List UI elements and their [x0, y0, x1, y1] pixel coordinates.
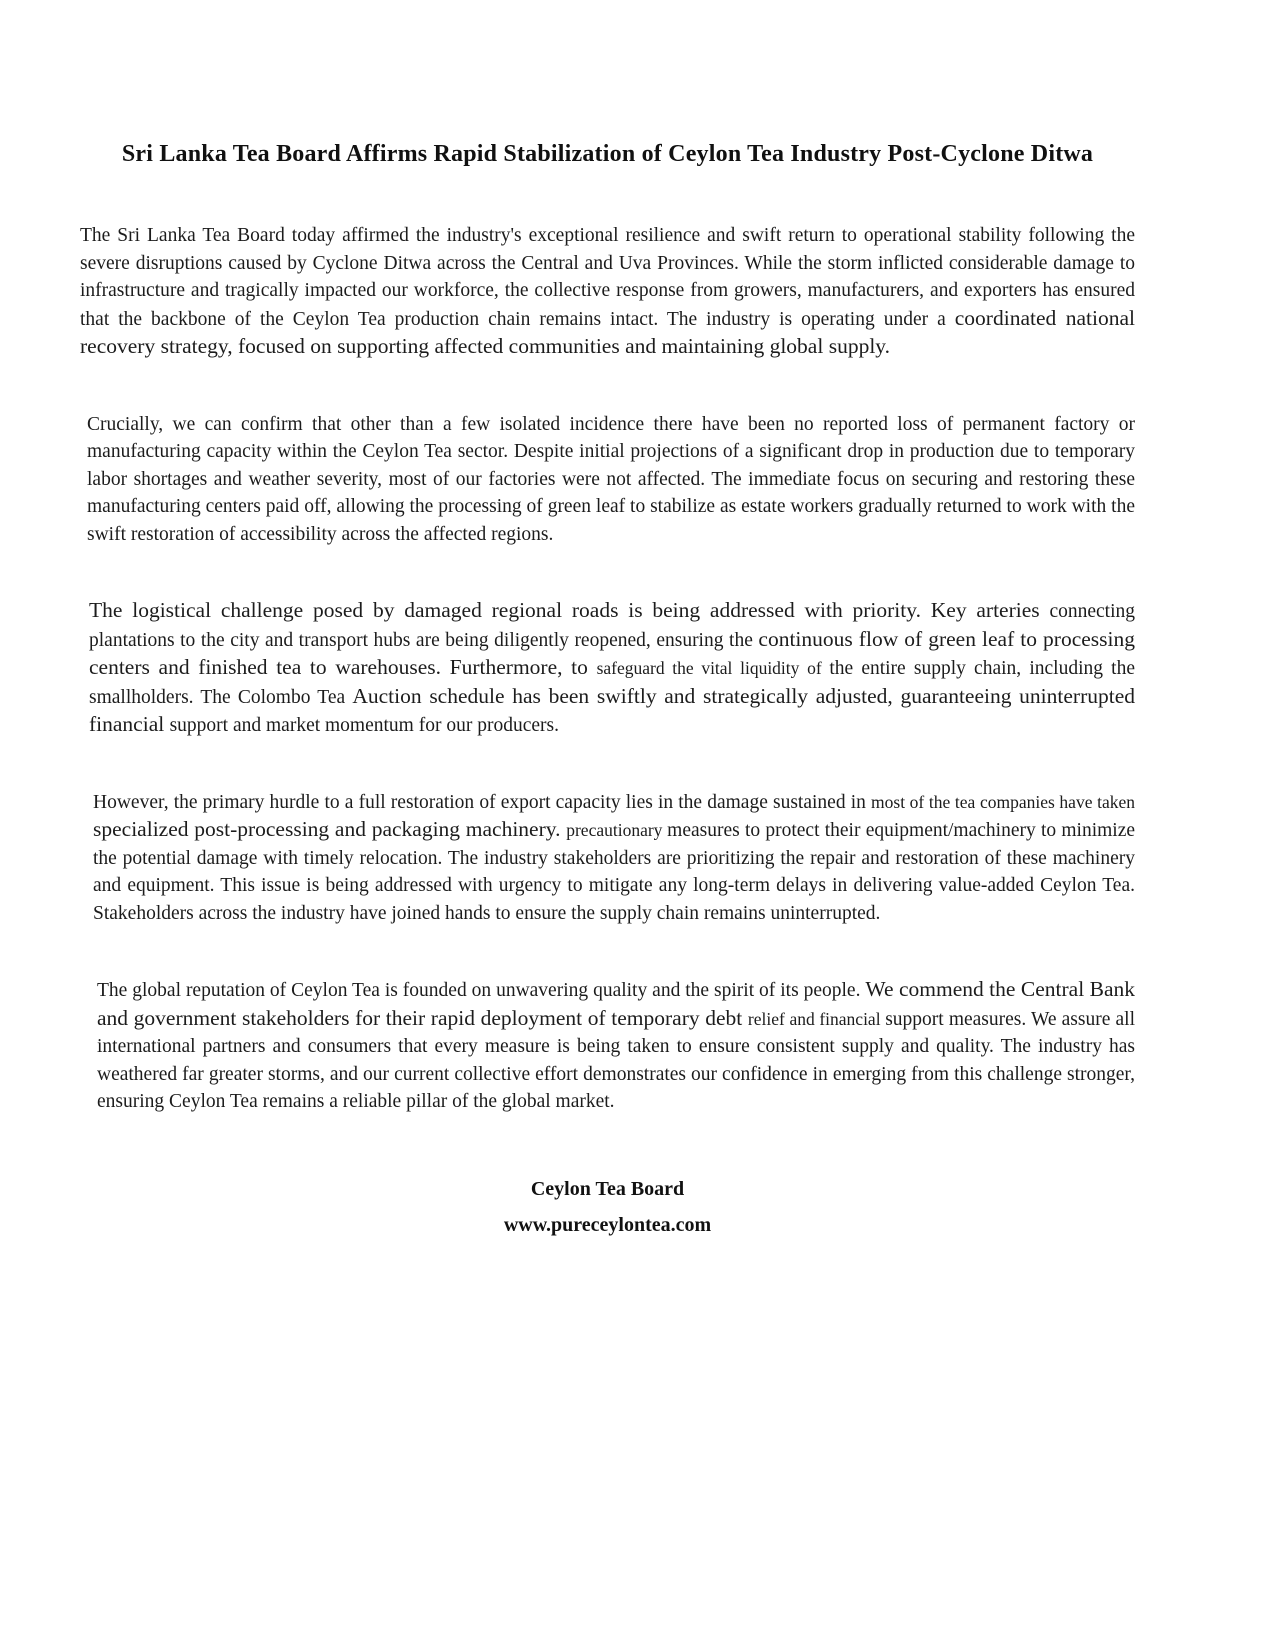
text-segment: specialized post-processing and packaging machinery. — [93, 817, 567, 841]
text-segment: the entire supply chain, including the smallholders. The Colombo Tea — [89, 658, 1135, 708]
signature: Ceylon Tea Board — [530, 1177, 685, 1200]
paragraph-factory-capacity — [80, 411, 1135, 549]
paragraph-logistics — [80, 597, 1135, 740]
text-segment: Auction schedule has been swiftly and strategically adjusted, guaranteeing uninterrupted financial — [89, 683, 1136, 736]
paragraph-resilience-overview — [80, 222, 1135, 362]
text-segment: connecting plantations to the city and transport hubs are being diligently reopened, ensuring the — [89, 601, 1135, 651]
text-segment: coordinated national recovery strategy, focused on supporting affected communities and maintaining global supply. — [80, 305, 1135, 358]
text-segment: The global reputation of Ceylon Tea is founded on unwavering quality and the spirit of its people. — [97, 980, 866, 1001]
website-url: www.pureceylontea.com — [503, 1213, 712, 1236]
text-segment: The logistical challenge posed by damaged regional roads is being addressed with priority. Key arteries — [89, 598, 1050, 622]
document-title: Sri Lanka Tea Board Affirms Rapid Stabilization of Ceylon Tea Industry Post-Cyclone Ditwa — [121, 141, 1094, 167]
text-segment: continuous flow of green leaf to processing centers and finished tea to warehouses. Furthermore, to — [89, 626, 1135, 679]
document-footer — [80, 1178, 1135, 1237]
text-segment: Crucially, we can confirm that other than a few isolated incidence there have been no reported loss of permanent factory or manufacturing capacity within the Ceylon Tea sector. Despite initial projections of a significant drop in production due to temporary labor shortages and weather severity, most of our factories were not affected. The immediate focus on securing and restoring these manufacturing centers paid off, allowing the processing of green leaf to stabilize as estate workers gradually returned to work with the swift restoration of accessibility across the affected regions. — [87, 413, 1135, 545]
document-body — [80, 222, 1135, 1116]
text-segment: We commend the Central Bank and government stakeholders for their rapid deployment of temporary debt — [97, 977, 1135, 1030]
text-segment: safeguard the vital liquidity of — [596, 658, 830, 678]
text-segment: relief and financial — [747, 1008, 886, 1029]
text-segment: precautionary — [566, 820, 668, 840]
text-segment: measures to protect their equipment/machinery to minimize the potential damage with timely relocation. The industry stakeholders are prioritizing the repair and restoration of these machinery and equipment. This issue is being addressed with urgency to mitigate any long-term delays in delivering value-added Ceylon Tea. Stakeholders across the industry have joined hands to ensure the supply chain remains uninterrupted. — [93, 820, 1136, 924]
paragraph-export-machinery — [80, 789, 1135, 928]
text-segment: However, the primary hurdle to a full restoration of export capacity lies in the damage sustained in — [93, 791, 872, 813]
paragraph-global-reputation — [80, 976, 1135, 1116]
text-segment: most of the tea companies have taken — [871, 791, 1135, 812]
text-segment: support measures. We assure all international partners and consumers that every measure is being taken to ensure consistent supply and quality. The industry has weathered far greater storms, and our current collective effort demonstrates our confidence in emerging from this challenge stronger, ensuring Ceylon Tea remains a reliable pillar of the global market. — [97, 1008, 1135, 1112]
text-segment: The Sri Lanka Tea Board today affirmed the industry's exceptional resilience and swift return to operational stability following the severe disruptions caused by Cyclone Ditwa across the Central and Uva Provinces. While the storm inflicted considerable damage to infrastructure and tragically impacted our workforce, the collective response from growers, manufacturers, and exporters has ensured that the backbone of the Ceylon Tea production chain remains intact. The industry is operating under a — [80, 225, 1135, 330]
text-segment: support and market momentum for our producers. — [169, 715, 559, 736]
